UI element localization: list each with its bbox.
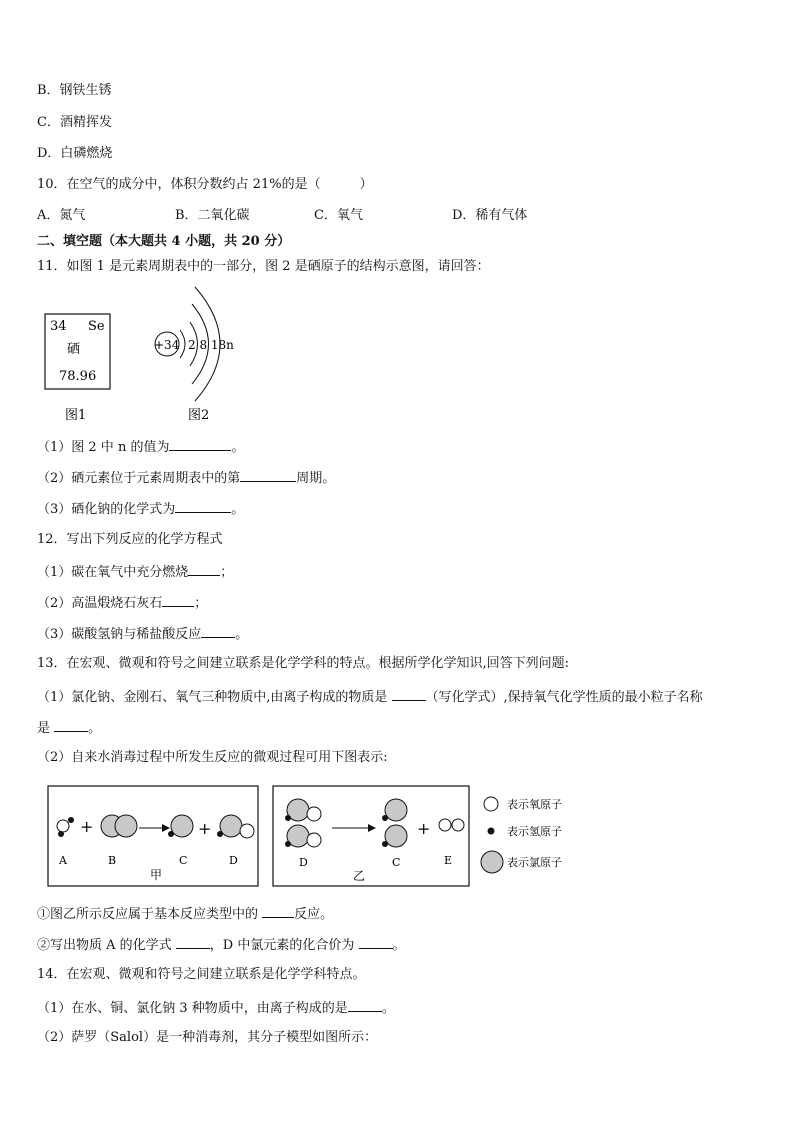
- q13-sub1-cont: 是 。: [37, 721, 102, 736]
- q10-stem: 10．在空气的成分中，体积分数约占 21%的是（ ）: [37, 177, 373, 192]
- q12-sub2: （2）高温煅烧石灰石 ；: [37, 596, 208, 611]
- answer-blank[interactable]: [240, 469, 296, 482]
- molecule-e: [439, 819, 464, 831]
- atom-structure-diagram: [154, 287, 234, 401]
- molecule-d: [217, 815, 254, 838]
- molecule-c: [168, 815, 193, 837]
- label-c: C: [179, 854, 188, 867]
- svg-text:+: +: [417, 819, 431, 838]
- q11-stem: 11．如图 1 是元素周期表中的一部分，图 2 是硒原子的结构示意图，请回答：: [37, 259, 490, 274]
- molecule-a: [57, 817, 74, 837]
- legend-oxygen: 表示氧原子: [507, 798, 562, 811]
- molecule-c-pair: [382, 799, 407, 847]
- atomic-mass: 78.96: [59, 369, 97, 384]
- q11-sub1: （1）图 2 中 n 的值为 。: [37, 440, 245, 455]
- svg-text:+: +: [198, 819, 212, 838]
- q10-option-c: C．氧气: [314, 208, 363, 223]
- label-b: B: [108, 854, 117, 867]
- section-title: 二、填空题（本大题共 4 小题，共 20 分）: [37, 234, 291, 249]
- q10-option-a: A．氮气: [37, 208, 86, 223]
- periodic-table-cell: [45, 314, 110, 389]
- q11-figures: [40, 282, 280, 427]
- nucleus-charge: +34: [154, 338, 180, 352]
- label-c2: C: [392, 856, 401, 869]
- figure1-caption: 图1: [65, 408, 87, 423]
- answer-blank[interactable]: [54, 719, 88, 732]
- q11-sub3: （3）硒化钠的化学式为 。: [37, 502, 245, 517]
- label-e: E: [444, 854, 453, 867]
- answer-blank[interactable]: [359, 936, 393, 949]
- q12-sub1: （1）碳在氧气中充分燃烧 ；: [37, 565, 234, 580]
- legend: [481, 797, 562, 873]
- q14-sub2: （2）萨罗（Salol）是一种消毒剂，其分子模型如图所示：: [37, 1030, 378, 1045]
- legend-hydrogen: 表示氢原子: [507, 825, 562, 838]
- q13-sub1: （1）氯化钠、金刚石、氧气三种物质中,由离子构成的物质是 （写化学式）,保持氧气化学性质的最小粒子名称: [37, 690, 703, 705]
- q9-option-d: D．白磷燃烧: [37, 146, 113, 161]
- q13-question1: ①图乙所示反应属于基本反应类型中的 反应。: [37, 907, 334, 922]
- q9-option-c: C．酒精挥发: [37, 115, 112, 130]
- q13-sub2: （2）自来水消毒过程中所发生反应的微观过程可用下图表示:: [37, 750, 388, 765]
- q14-stem: 14．在宏观、微观和符号之间建立联系是化学学科特点。: [37, 967, 366, 982]
- electron-shells: 2 8 18n: [188, 338, 234, 352]
- answer-blank[interactable]: [175, 500, 231, 513]
- legend-chlorine: 表示氯原子: [507, 856, 562, 869]
- answer-blank[interactable]: [169, 438, 231, 451]
- q12-stem: 12．写出下列反应的化学方程式: [37, 532, 223, 547]
- q10-option-b: B．二氧化碳: [175, 208, 250, 223]
- q10-option-d: D．稀有气体: [452, 208, 528, 223]
- element-symbol: Se: [88, 319, 105, 334]
- q13-question2: ②写出物质 A 的化学式 ，D 中氯元素的化合价为 。: [37, 938, 406, 953]
- label-d2: D: [299, 856, 308, 869]
- element-name: 硒: [67, 342, 81, 357]
- molecule-d-pair: [285, 799, 321, 847]
- label-a: A: [59, 854, 67, 867]
- answer-blank[interactable]: [262, 905, 294, 918]
- answer-blank[interactable]: [348, 999, 382, 1012]
- q11-sub2: （2）硒元素位于元素周期表中的第 周期。: [37, 471, 336, 486]
- label-d: D: [229, 854, 238, 867]
- q13-stem: 13．在宏观、微观和符号之间建立联系是化学学科的特点。根据所学化学知识,回答下列问题:: [37, 656, 570, 671]
- label-jia: 甲: [150, 868, 163, 882]
- answer-blank[interactable]: [188, 563, 220, 576]
- molecule-b: [101, 815, 137, 837]
- answer-blank[interactable]: [201, 625, 235, 638]
- atomic-number: 34: [50, 319, 67, 334]
- reaction-diagram: [46, 784, 586, 889]
- figure2-caption: 图2: [188, 408, 210, 423]
- answer-blank[interactable]: [176, 936, 210, 949]
- q12-sub3: （3）碳酸氢钠与稀盐酸反应 。: [37, 627, 249, 642]
- answer-blank[interactable]: [162, 594, 194, 607]
- label-yi: 乙: [353, 869, 366, 883]
- q14-sub1: （1）在水、铜、氯化钠 3 种物质中，由离子构成的是 。: [37, 1001, 395, 1016]
- answer-blank[interactable]: [392, 688, 426, 701]
- svg-text:+: +: [80, 817, 94, 836]
- q9-option-b: B．钢铁生锈: [37, 83, 112, 98]
